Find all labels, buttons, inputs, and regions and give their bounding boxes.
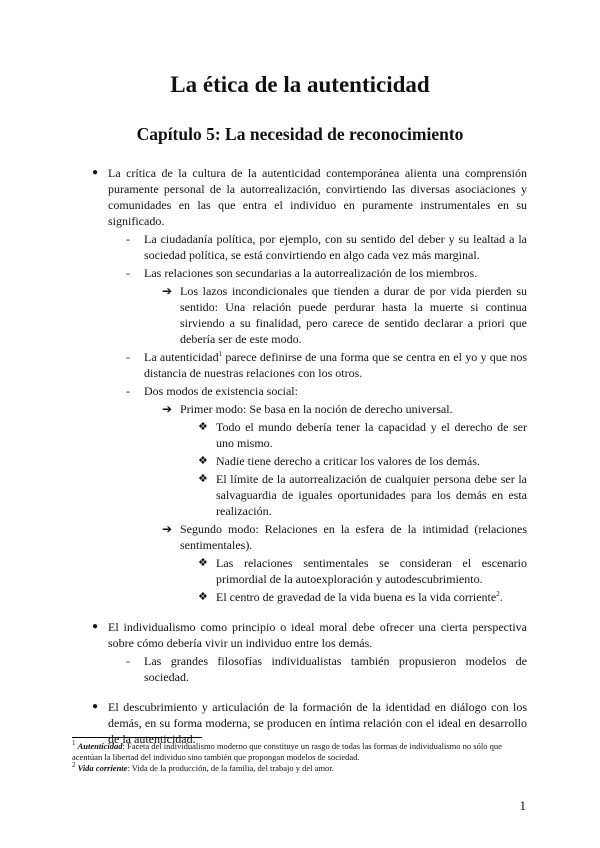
dash-text-start: La autenticidad <box>144 350 219 364</box>
footnote-number: 2 <box>72 761 76 770</box>
diamond-item <box>90 589 527 605</box>
bullet-text: El individualismo como principio o ideal moral debe ofrecer una cierta perspectiva sobre cómo debería vivir un individuo entre los demás. <box>108 620 527 650</box>
diamond-icon: ❖ <box>198 473 208 485</box>
diamond-icon: ❖ <box>198 455 208 467</box>
dash-item <box>90 231 527 263</box>
chapter-heading: Capítulo 5: La necesidad de reconocimiento <box>136 124 464 144</box>
dash-item <box>90 349 527 381</box>
diamond-text: El límite de la autorrealización de cualquier persona debe ser la salvaguardia de iguales oportunidades para los demás en esta realización. <box>216 472 527 518</box>
footnote-number: 1 <box>72 739 76 748</box>
arrow-item <box>90 521 527 553</box>
dash-icon: - <box>126 384 130 398</box>
footnote-term: Vida corriente <box>77 763 128 773</box>
diamond-text: Las relaciones sentimentales se consideran el escenario primordial de la autoexploración y autodescubrimiento. <box>216 556 527 586</box>
diamond-text: El centro de gravedad de la vida buena es la vida corriente <box>216 590 497 604</box>
dash-text: La ciudadanía política, por ejemplo, con su sentido del deber y su lealtad a la sociedad política, se está convirtiendo en algo cada vez más marginal. <box>144 232 527 262</box>
dash-icon: - <box>126 232 130 246</box>
spacer <box>90 605 527 619</box>
spacer <box>90 685 527 699</box>
footnotes <box>72 741 532 774</box>
dash-icon: - <box>126 350 130 364</box>
dash-text: Las grandes filosofías individualistas también propusieron modelos de sociedad. <box>144 654 527 684</box>
dash-icon: - <box>126 654 130 668</box>
bullet-item <box>90 619 527 651</box>
bullet-item <box>90 165 527 229</box>
dash-text-end: parece definirse de una forma que se centra en el yo y que nos distancia de nuestras relaciones con los otros. <box>144 350 528 380</box>
diamond-icon: ❖ <box>198 591 208 603</box>
document-title: La ética de la autenticidad <box>170 72 430 97</box>
bullet-text: La crítica de la cultura de la autenticidad contemporánea alienta una comprensión puramente personal de la autorrealización, convirtiendo las diversas asociaciones y comunidades en las que entra el individuo en puramente instrumentales en su significado. <box>108 166 527 228</box>
arrow-text: Primer modo: Se basa en la noción de derecho universal. <box>180 402 453 416</box>
dash-text: Dos modos de existencia social: <box>144 384 298 398</box>
bullet-icon: ● <box>92 701 99 712</box>
arrow-icon: ➔ <box>162 284 173 298</box>
diamond-text: Nadie tiene derecho a criticar los valores de los demás. <box>216 454 480 468</box>
bullet-text: El descubrimiento y articulación de la formación de la identidad en diálogo con los demás, en su forma moderna, se producen en íntima relación con el ideal en desarrollo de la autenticidad. <box>108 700 527 746</box>
diamond-icon: ❖ <box>198 421 208 433</box>
arrow-icon: ➔ <box>162 402 173 416</box>
diamond-text-end: . <box>499 590 503 604</box>
footnote-text: : Faceta del individualismo moderno que constituye un rasgo de todas las formas de individualismo no sólo que acentúan la libertad del individuo sino también que propongan modelos de sociedad. <box>72 741 502 762</box>
arrow-icon: ➔ <box>162 522 173 536</box>
bullet-icon: ● <box>92 167 99 178</box>
arrow-text: Segundo modo: Relaciones en la esfera de la intimidad (relaciones sentimentales). <box>180 522 527 552</box>
dash-item <box>90 653 527 685</box>
footnote-divider <box>72 737 202 738</box>
dash-item <box>90 383 527 399</box>
diamond-text: Todo el mundo debería tener la capacidad y el derecho de ser uno mismo. <box>216 420 527 450</box>
footnote <box>72 763 532 774</box>
arrow-item <box>90 401 527 417</box>
footnote-ref[interactable]: 2 <box>496 590 500 598</box>
arrow-text: Los lazos incondicionales que tienden a durar de por vida pierden su sentido: Una relación puede perdurar hasta la muerte si continua sirviendo a su finalidad, pero carece de sentido declarar a priori que debería ser de este modo. <box>180 284 527 346</box>
diamond-item <box>90 419 527 451</box>
bullet-item <box>90 699 527 747</box>
arrow-item <box>90 283 527 347</box>
footnote-ref[interactable]: 1 <box>218 350 223 358</box>
footnote-text: : Vida de la producción, de la familia, del trabajo y del amor. <box>127 763 334 773</box>
dash-item <box>90 265 527 281</box>
diamond-icon: ❖ <box>198 557 208 569</box>
page-number: 1 <box>519 798 526 813</box>
diamond-item <box>90 555 527 587</box>
footnote <box>72 741 532 763</box>
footnote-term: Autenticidad <box>77 741 123 751</box>
bullet-icon: ● <box>92 621 99 632</box>
dash-icon: - <box>126 266 130 280</box>
dash-text: Las relaciones son secundarias a la autorrealización de los miembros. <box>144 266 478 280</box>
diamond-item <box>90 453 527 469</box>
diamond-item <box>90 471 527 519</box>
outline-content <box>90 165 527 747</box>
